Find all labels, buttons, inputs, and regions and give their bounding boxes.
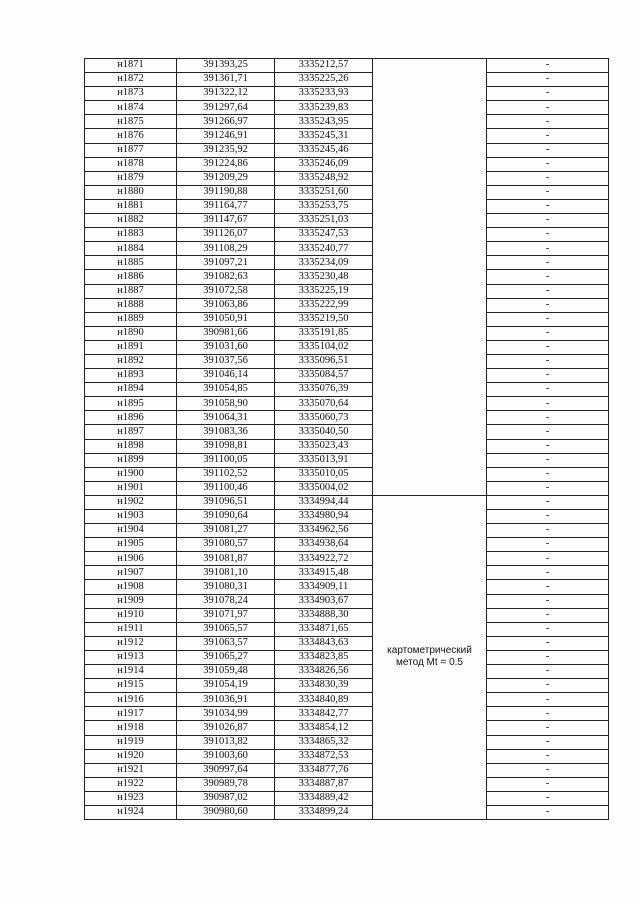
x-coordinate-cell: 391065,57 [177, 622, 275, 636]
point-id-cell: н1924 [85, 805, 177, 819]
dash-cell: - [487, 580, 609, 594]
y-coordinate-cell: 3335010,05 [275, 467, 373, 481]
table-row [85, 171, 609, 185]
dash-cell: - [487, 439, 609, 453]
x-coordinate-cell: 391108,29 [177, 242, 275, 256]
dash-cell: - [487, 383, 609, 397]
table-row [85, 87, 609, 101]
dash-cell: - [487, 495, 609, 509]
point-id-cell: н1922 [85, 777, 177, 791]
x-coordinate-cell: 390980,60 [177, 805, 275, 819]
coordinates-table-body [85, 59, 609, 820]
x-coordinate-cell: 391063,57 [177, 636, 275, 650]
y-coordinate-cell: 3335040,50 [275, 425, 373, 439]
x-coordinate-cell: 391082,63 [177, 270, 275, 284]
table-row [85, 411, 609, 425]
dash-cell: - [487, 326, 609, 340]
x-coordinate-cell: 391100,46 [177, 481, 275, 495]
dash-cell: - [487, 157, 609, 171]
dash-cell: - [487, 129, 609, 143]
y-coordinate-cell: 3334980,94 [275, 510, 373, 524]
table-row [85, 383, 609, 397]
x-coordinate-cell: 391100,05 [177, 453, 275, 467]
y-coordinate-cell: 3334889,42 [275, 791, 373, 805]
point-id-cell: н1919 [85, 735, 177, 749]
dash-cell: - [487, 594, 609, 608]
x-coordinate-cell: 391209,29 [177, 171, 275, 185]
dash-cell: - [487, 763, 609, 777]
dash-cell: - [487, 185, 609, 199]
point-id-cell: н1914 [85, 665, 177, 679]
y-coordinate-cell: 3335251,03 [275, 214, 373, 228]
x-coordinate-cell: 391098,81 [177, 439, 275, 453]
y-coordinate-cell: 3334826,56 [275, 665, 373, 679]
y-coordinate-cell: 3334922,72 [275, 552, 373, 566]
table-row [85, 777, 609, 791]
point-id-cell: н1892 [85, 354, 177, 368]
dash-cell: - [487, 298, 609, 312]
y-coordinate-cell: 3335248,92 [275, 171, 373, 185]
point-id-cell: н1883 [85, 228, 177, 242]
table-row [85, 580, 609, 594]
y-coordinate-cell: 3335247,53 [275, 228, 373, 242]
x-coordinate-cell: 391080,57 [177, 538, 275, 552]
x-coordinate-cell: 391078,24 [177, 594, 275, 608]
y-coordinate-cell: 3334915,48 [275, 566, 373, 580]
x-coordinate-cell: 391126,07 [177, 228, 275, 242]
y-coordinate-cell: 3334872,53 [275, 749, 373, 763]
y-coordinate-cell: 3335233,93 [275, 87, 373, 101]
point-id-cell: н1884 [85, 242, 177, 256]
point-id-cell: н1877 [85, 143, 177, 157]
x-coordinate-cell: 391063,86 [177, 298, 275, 312]
table-row [85, 199, 609, 213]
point-id-cell: н1890 [85, 326, 177, 340]
y-coordinate-cell: 3335212,57 [275, 59, 373, 73]
table-row [85, 481, 609, 495]
dash-cell: - [487, 425, 609, 439]
dash-cell: - [487, 636, 609, 650]
table-row [85, 552, 609, 566]
x-coordinate-cell: 391003,60 [177, 749, 275, 763]
x-coordinate-cell: 391147,67 [177, 214, 275, 228]
dash-cell: - [487, 679, 609, 693]
dash-cell: - [487, 707, 609, 721]
y-coordinate-cell: 3335070,64 [275, 397, 373, 411]
method-label-line2: метод Mt = 0.5 [396, 657, 463, 669]
y-coordinate-cell: 3335251,60 [275, 185, 373, 199]
point-id-cell: н1889 [85, 312, 177, 326]
table-row [85, 439, 609, 453]
x-coordinate-cell: 391102,52 [177, 467, 275, 481]
y-coordinate-cell: 3334871,65 [275, 622, 373, 636]
dash-cell: - [487, 369, 609, 383]
dash-cell: - [487, 73, 609, 87]
dash-cell: - [487, 650, 609, 664]
y-coordinate-cell: 3335222,99 [275, 298, 373, 312]
table-row [85, 707, 609, 721]
table-row [85, 214, 609, 228]
x-coordinate-cell: 391072,58 [177, 284, 275, 298]
dash-cell: - [487, 312, 609, 326]
table-row [85, 256, 609, 270]
point-id-cell: н1895 [85, 397, 177, 411]
table-row [85, 73, 609, 87]
point-id-cell: н1901 [85, 481, 177, 495]
point-id-cell: н1913 [85, 650, 177, 664]
point-id-cell: н1880 [85, 185, 177, 199]
x-coordinate-cell: 391361,71 [177, 73, 275, 87]
y-coordinate-cell: 3335240,77 [275, 242, 373, 256]
y-coordinate-cell: 3334877,76 [275, 763, 373, 777]
table-row [85, 397, 609, 411]
point-id-cell: н1894 [85, 383, 177, 397]
y-coordinate-cell: 3335245,46 [275, 143, 373, 157]
method-cell [373, 495, 487, 819]
x-coordinate-cell: 391050,91 [177, 312, 275, 326]
y-coordinate-cell: 3335239,83 [275, 101, 373, 115]
y-coordinate-cell: 3334903,67 [275, 594, 373, 608]
point-id-cell: н1905 [85, 538, 177, 552]
table-row [85, 298, 609, 312]
point-id-cell: н1918 [85, 721, 177, 735]
table-row [85, 735, 609, 749]
point-id-cell: н1879 [85, 171, 177, 185]
point-id-cell: н1909 [85, 594, 177, 608]
point-id-cell: н1878 [85, 157, 177, 171]
y-coordinate-cell: 3335096,51 [275, 354, 373, 368]
point-id-cell: н1893 [85, 369, 177, 383]
table-row [85, 679, 609, 693]
dash-cell: - [487, 538, 609, 552]
dash-cell: - [487, 524, 609, 538]
table-row [85, 608, 609, 622]
y-coordinate-cell: 3334938,64 [275, 538, 373, 552]
x-coordinate-cell: 391071,97 [177, 608, 275, 622]
point-id-cell: н1891 [85, 340, 177, 354]
table-row [85, 467, 609, 481]
table-row [85, 763, 609, 777]
table-row [85, 566, 609, 580]
y-coordinate-cell: 3335013,91 [275, 453, 373, 467]
x-coordinate-cell: 390981,66 [177, 326, 275, 340]
x-coordinate-cell: 391393,25 [177, 59, 275, 73]
table-row [85, 242, 609, 256]
x-coordinate-cell: 391054,19 [177, 679, 275, 693]
point-id-cell: н1897 [85, 425, 177, 439]
point-id-cell: н1912 [85, 636, 177, 650]
y-coordinate-cell: 3335076,39 [275, 383, 373, 397]
x-coordinate-cell: 391034,99 [177, 707, 275, 721]
y-coordinate-cell: 3335219,50 [275, 312, 373, 326]
y-coordinate-cell: 3335230,48 [275, 270, 373, 284]
table-row [85, 228, 609, 242]
x-coordinate-cell: 391097,21 [177, 256, 275, 270]
y-coordinate-cell: 3335243,95 [275, 115, 373, 129]
point-id-cell: н1908 [85, 580, 177, 594]
x-coordinate-cell: 391164,77 [177, 199, 275, 213]
point-id-cell: н1873 [85, 87, 177, 101]
dash-cell: - [487, 397, 609, 411]
point-id-cell: н1899 [85, 453, 177, 467]
y-coordinate-cell: 3335246,09 [275, 157, 373, 171]
x-coordinate-cell: 390989,78 [177, 777, 275, 791]
point-id-cell: н1874 [85, 101, 177, 115]
dash-cell: - [487, 270, 609, 284]
table-row [85, 270, 609, 284]
table-row [85, 129, 609, 143]
table-row [85, 650, 609, 664]
dash-cell: - [487, 87, 609, 101]
point-id-cell: н1904 [85, 524, 177, 538]
x-coordinate-cell: 391083,36 [177, 425, 275, 439]
dash-cell: - [487, 791, 609, 805]
point-id-cell: н1882 [85, 214, 177, 228]
y-coordinate-cell: 3334830,39 [275, 679, 373, 693]
y-coordinate-cell: 3334994,44 [275, 495, 373, 509]
y-coordinate-cell: 3335245,31 [275, 129, 373, 143]
method-label-line1: картометрический [387, 644, 472, 656]
table-row [85, 354, 609, 368]
point-id-cell: н1916 [85, 693, 177, 707]
table-row [85, 665, 609, 679]
dash-cell: - [487, 59, 609, 73]
x-coordinate-cell: 391080,31 [177, 580, 275, 594]
y-coordinate-cell: 3334899,24 [275, 805, 373, 819]
x-coordinate-cell: 391046,14 [177, 369, 275, 383]
dash-cell: - [487, 481, 609, 495]
dash-cell: - [487, 242, 609, 256]
dash-cell: - [487, 354, 609, 368]
table-row [85, 157, 609, 171]
dash-cell: - [487, 101, 609, 115]
y-coordinate-cell: 3335253,75 [275, 199, 373, 213]
dash-cell: - [487, 214, 609, 228]
point-id-cell: н1900 [85, 467, 177, 481]
table-row [85, 185, 609, 199]
x-coordinate-cell: 391081,87 [177, 552, 275, 566]
point-id-cell: н1921 [85, 763, 177, 777]
table-row [85, 721, 609, 735]
dash-cell: - [487, 693, 609, 707]
dash-cell: - [487, 665, 609, 679]
y-coordinate-cell: 3335004,02 [275, 481, 373, 495]
x-coordinate-cell: 391065,27 [177, 650, 275, 664]
table-row [85, 369, 609, 383]
x-coordinate-cell: 391322,12 [177, 87, 275, 101]
x-coordinate-cell: 391090,64 [177, 510, 275, 524]
point-id-cell: н1903 [85, 510, 177, 524]
y-coordinate-cell: 3334887,87 [275, 777, 373, 791]
dash-cell: - [487, 411, 609, 425]
table-row [85, 326, 609, 340]
table-row [85, 749, 609, 763]
dash-cell: - [487, 622, 609, 636]
table-row [85, 594, 609, 608]
table-row [85, 59, 609, 73]
table-row [85, 524, 609, 538]
point-id-cell: н1886 [85, 270, 177, 284]
coordinates-table [84, 58, 609, 820]
dash-cell: - [487, 115, 609, 129]
point-id-cell: н1906 [85, 552, 177, 566]
dash-cell: - [487, 284, 609, 298]
dash-cell: - [487, 199, 609, 213]
y-coordinate-cell: 3335234,09 [275, 256, 373, 270]
y-coordinate-cell: 3334909,11 [275, 580, 373, 594]
dash-cell: - [487, 608, 609, 622]
point-id-cell: н1872 [85, 73, 177, 87]
x-coordinate-cell: 391297,64 [177, 101, 275, 115]
point-id-cell: н1898 [85, 439, 177, 453]
table-row [85, 622, 609, 636]
table-row [85, 538, 609, 552]
dash-cell: - [487, 228, 609, 242]
table-row [85, 340, 609, 354]
dash-cell: - [487, 721, 609, 735]
point-id-cell: н1907 [85, 566, 177, 580]
x-coordinate-cell: 391081,27 [177, 524, 275, 538]
y-coordinate-cell: 3334865,32 [275, 735, 373, 749]
x-coordinate-cell: 391026,87 [177, 721, 275, 735]
table-row [85, 284, 609, 298]
x-coordinate-cell: 391031,60 [177, 340, 275, 354]
table-row [85, 791, 609, 805]
table-row [85, 495, 609, 509]
x-coordinate-cell: 391037,56 [177, 354, 275, 368]
x-coordinate-cell: 391081,10 [177, 566, 275, 580]
y-coordinate-cell: 3334962,56 [275, 524, 373, 538]
point-id-cell: н1911 [85, 622, 177, 636]
dash-cell: - [487, 143, 609, 157]
dash-cell: - [487, 467, 609, 481]
dash-cell: - [487, 552, 609, 566]
dash-cell: - [487, 566, 609, 580]
point-id-cell: н1910 [85, 608, 177, 622]
x-coordinate-cell: 391190,88 [177, 185, 275, 199]
y-coordinate-cell: 3334854,12 [275, 721, 373, 735]
x-coordinate-cell: 390997,64 [177, 763, 275, 777]
x-coordinate-cell: 391246,91 [177, 129, 275, 143]
point-id-cell: н1888 [85, 298, 177, 312]
table-row [85, 805, 609, 819]
dash-cell: - [487, 510, 609, 524]
table-row [85, 510, 609, 524]
x-coordinate-cell: 391036,91 [177, 693, 275, 707]
y-coordinate-cell: 3334840,89 [275, 693, 373, 707]
x-coordinate-cell: 391224,86 [177, 157, 275, 171]
point-id-cell: н1915 [85, 679, 177, 693]
dash-cell: - [487, 735, 609, 749]
point-id-cell: н1923 [85, 791, 177, 805]
table-row [85, 636, 609, 650]
point-id-cell: н1902 [85, 495, 177, 509]
table-row [85, 312, 609, 326]
dash-cell: - [487, 340, 609, 354]
x-coordinate-cell: 391013,82 [177, 735, 275, 749]
y-coordinate-cell: 3335023,43 [275, 439, 373, 453]
table-row [85, 425, 609, 439]
table-row [85, 693, 609, 707]
y-coordinate-cell: 3334843,63 [275, 636, 373, 650]
point-id-cell: н1887 [85, 284, 177, 298]
table-row [85, 115, 609, 129]
y-coordinate-cell: 3334823,85 [275, 650, 373, 664]
x-coordinate-cell: 391096,51 [177, 495, 275, 509]
dash-cell: - [487, 749, 609, 763]
y-coordinate-cell: 3334842,77 [275, 707, 373, 721]
table-row [85, 143, 609, 157]
table-row [85, 101, 609, 115]
point-id-cell: н1920 [85, 749, 177, 763]
dash-cell: - [487, 171, 609, 185]
y-coordinate-cell: 3334888,30 [275, 608, 373, 622]
y-coordinate-cell: 3335104,02 [275, 340, 373, 354]
y-coordinate-cell: 3335225,26 [275, 73, 373, 87]
y-coordinate-cell: 3335084,57 [275, 369, 373, 383]
point-id-cell: н1871 [85, 59, 177, 73]
point-id-cell: н1875 [85, 115, 177, 129]
x-coordinate-cell: 391064,31 [177, 411, 275, 425]
point-id-cell: н1876 [85, 129, 177, 143]
x-coordinate-cell: 390987,02 [177, 791, 275, 805]
x-coordinate-cell: 391235,92 [177, 143, 275, 157]
x-coordinate-cell: 391266,97 [177, 115, 275, 129]
y-coordinate-cell: 3335060,73 [275, 411, 373, 425]
point-id-cell: н1885 [85, 256, 177, 270]
point-id-cell: н1917 [85, 707, 177, 721]
method-cell-empty [373, 59, 487, 496]
table-row [85, 453, 609, 467]
dash-cell: - [487, 777, 609, 791]
point-id-cell: н1881 [85, 199, 177, 213]
point-id-cell: н1896 [85, 411, 177, 425]
dash-cell: - [487, 805, 609, 819]
y-coordinate-cell: 3335191,85 [275, 326, 373, 340]
y-coordinate-cell: 3335225,19 [275, 284, 373, 298]
dash-cell: - [487, 256, 609, 270]
dash-cell: - [487, 453, 609, 467]
x-coordinate-cell: 391058,90 [177, 397, 275, 411]
x-coordinate-cell: 391054,85 [177, 383, 275, 397]
x-coordinate-cell: 391059,48 [177, 665, 275, 679]
